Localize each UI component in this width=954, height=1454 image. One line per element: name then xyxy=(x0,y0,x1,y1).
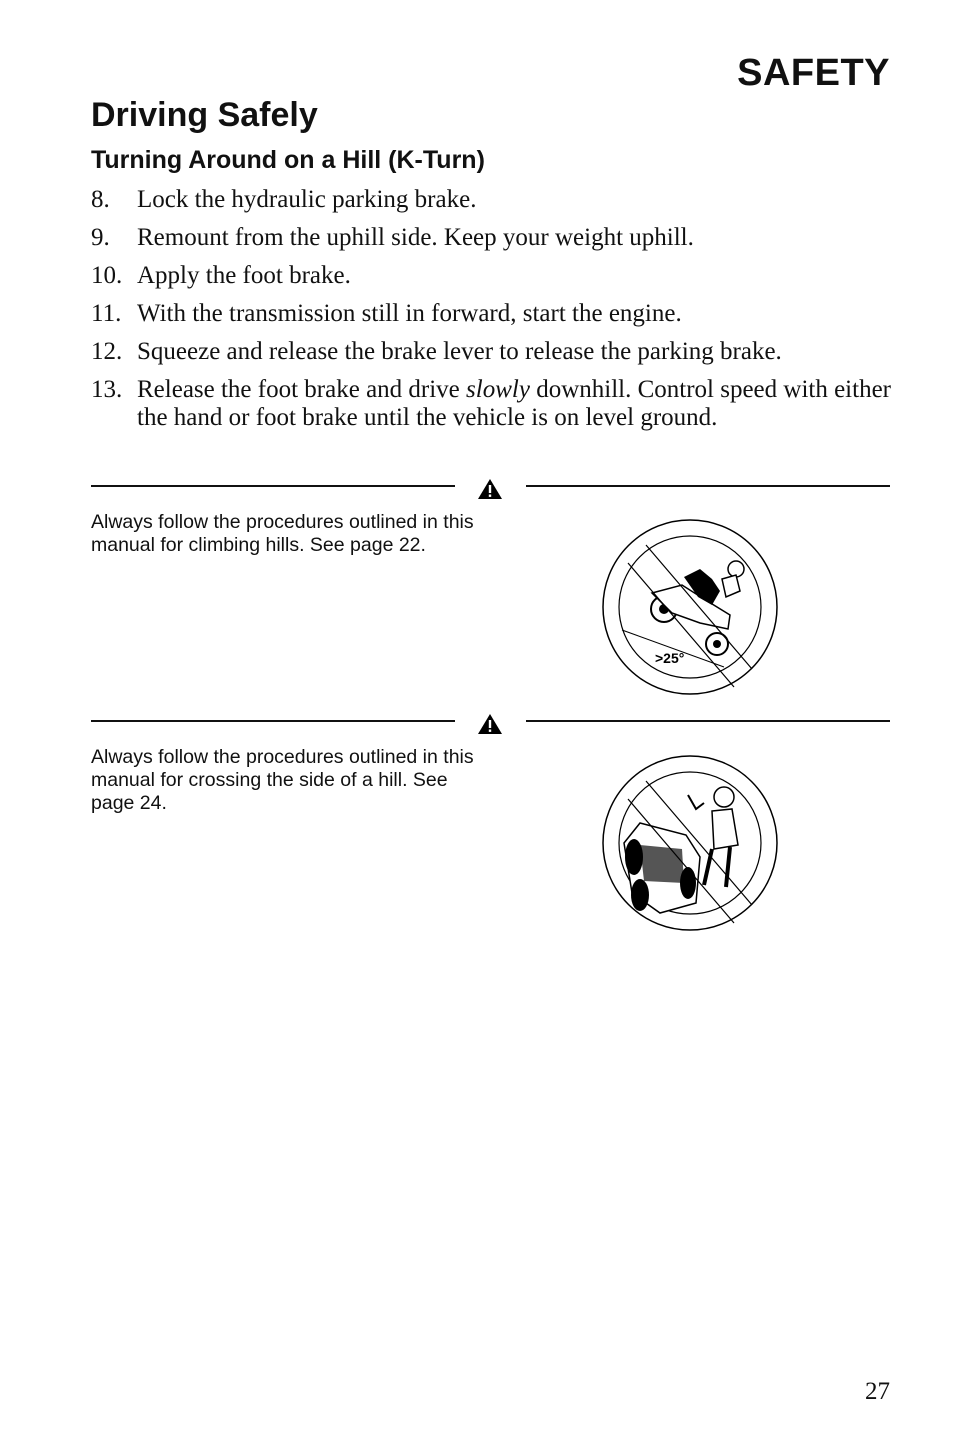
list-item xyxy=(91,262,891,290)
page-heading: Driving Safely xyxy=(91,96,318,134)
page-number: 27 xyxy=(865,1378,890,1405)
no-steep-hill-climb-icon xyxy=(600,517,780,697)
step-text-after: downhill. Control speed with either the hand or foot brake until the vehicle is on level ground. xyxy=(137,376,891,431)
step-text: Remount from the uphill side. Keep your weight uphill. xyxy=(137,224,694,251)
list-item xyxy=(91,338,891,366)
slope-angle-label: >25° xyxy=(655,650,685,666)
list-item xyxy=(91,300,891,328)
warning-triangle-icon xyxy=(477,477,503,501)
step-number: 10. xyxy=(91,262,123,289)
no-sidehill-crossing-icon xyxy=(600,753,780,933)
warning-text: Always follow the procedures outlined in this manual for crossing the side of a hill. See page 24. xyxy=(91,746,474,814)
warning-text: Always follow the procedures outlined in this manual for climbing hills. See page 22. xyxy=(91,511,474,556)
step-list xyxy=(91,186,891,442)
section-title: SAFETY xyxy=(737,52,890,94)
step-text: With the transmission still in forward, start the engine. xyxy=(137,300,682,327)
step-number: 12. xyxy=(91,338,123,365)
divider-line xyxy=(526,485,890,487)
list-item xyxy=(91,186,891,214)
list-item xyxy=(91,224,891,252)
list-item xyxy=(91,376,891,432)
step-number: 9. xyxy=(91,224,110,251)
step-number: 13. xyxy=(91,376,123,403)
step-text: Lock the hydraulic parking brake. xyxy=(137,186,477,213)
step-text xyxy=(137,376,891,432)
divider-line xyxy=(91,485,455,487)
step-number: 8. xyxy=(91,186,110,213)
warning-divider xyxy=(91,720,890,744)
divider-line xyxy=(526,720,890,722)
divider-line xyxy=(91,720,455,722)
step-text: Squeeze and release the brake lever to release the parking brake. xyxy=(137,338,782,365)
step-text-before: Release the foot brake and drive xyxy=(137,376,467,403)
page-subheading: Turning Around on a Hill (K-Turn) xyxy=(91,146,485,174)
warning-triangle-icon xyxy=(477,712,503,736)
step-text: Apply the foot brake. xyxy=(137,262,351,289)
step-number: 11. xyxy=(91,300,122,327)
step-text-emphasis: slowly xyxy=(466,376,530,403)
warning-divider xyxy=(91,485,890,509)
